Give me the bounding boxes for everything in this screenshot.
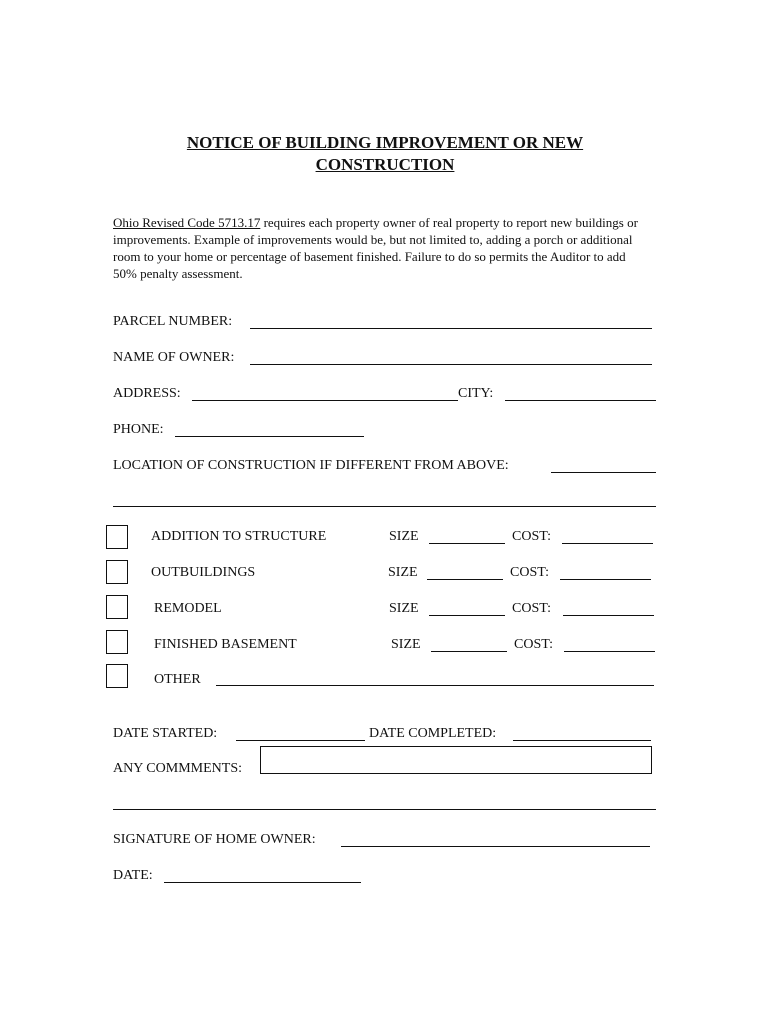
address-label: ADDRESS: bbox=[113, 386, 181, 401]
addition-checkbox[interactable] bbox=[106, 525, 128, 549]
other-field[interactable] bbox=[216, 685, 654, 686]
page-title-line-2: CONSTRUCTION bbox=[315, 155, 455, 174]
outbuildings-size-field[interactable] bbox=[427, 579, 503, 580]
outbuildings-checkbox[interactable] bbox=[106, 560, 128, 584]
signature-field[interactable] bbox=[341, 846, 650, 847]
comments-input[interactable] bbox=[260, 746, 652, 774]
addition-cost-label: COST: bbox=[512, 529, 551, 544]
remodel-cost-label: COST: bbox=[512, 601, 551, 616]
intro-paragraph bbox=[113, 214, 643, 282]
name-of-owner-field[interactable] bbox=[250, 364, 652, 365]
signature-label: SIGNATURE OF HOME OWNER: bbox=[113, 832, 316, 847]
comments-label: ANY COMMMENTS: bbox=[113, 761, 242, 776]
finished-basement-cost-field[interactable] bbox=[564, 651, 655, 652]
parcel-number-label: PARCEL NUMBER: bbox=[113, 314, 233, 329]
remodel-checkbox[interactable] bbox=[106, 595, 128, 619]
addition-size-field[interactable] bbox=[429, 543, 505, 544]
finished-basement-size-label: SIZE bbox=[391, 637, 421, 652]
location-field[interactable] bbox=[551, 472, 656, 473]
comments-line[interactable] bbox=[113, 809, 656, 810]
outbuildings-label: OUTBUILDINGS bbox=[151, 565, 256, 580]
parcel-number-field[interactable] bbox=[250, 328, 652, 329]
location-field-continued[interactable] bbox=[113, 506, 656, 507]
phone-field[interactable] bbox=[175, 436, 364, 437]
code-reference: Ohio Revised Code 5713.17 bbox=[113, 215, 261, 230]
remodel-label: REMODEL bbox=[154, 601, 222, 616]
other-checkbox[interactable] bbox=[106, 664, 128, 688]
addition-cost-field[interactable] bbox=[562, 543, 653, 544]
addition-size-label: SIZE bbox=[389, 529, 419, 544]
outbuildings-size-label: SIZE bbox=[388, 565, 418, 580]
intro-text: requires each property owner of real property to report new buildings or improvements. Example of improvements would be, but not limited to, adding a porch or additional room to your home or percentage of basement finished. Failure to do so permits the Auditor to add 50% penalty assessment. bbox=[113, 215, 638, 281]
remodel-cost-field[interactable] bbox=[563, 615, 654, 616]
name-of-owner-label: NAME OF OWNER: bbox=[113, 350, 235, 365]
date-completed-label: DATE COMPLETED: bbox=[369, 726, 497, 741]
location-label: LOCATION OF CONSTRUCTION IF DIFFERENT FROM ABOVE: bbox=[113, 458, 509, 473]
finished-basement-checkbox[interactable] bbox=[106, 630, 128, 654]
finished-basement-label: FINISHED BASEMENT bbox=[154, 637, 297, 652]
remodel-size-field[interactable] bbox=[429, 615, 505, 616]
signature-date-field[interactable] bbox=[164, 882, 361, 883]
outbuildings-cost-label: COST: bbox=[510, 565, 549, 580]
date-completed-field[interactable] bbox=[513, 740, 651, 741]
signature-date-label: DATE: bbox=[113, 868, 153, 883]
city-label: CITY: bbox=[458, 386, 494, 401]
address-field[interactable] bbox=[192, 400, 458, 401]
date-started-label: DATE STARTED: bbox=[113, 726, 218, 741]
date-started-field[interactable] bbox=[236, 740, 365, 741]
phone-label: PHONE: bbox=[113, 422, 164, 437]
remodel-size-label: SIZE bbox=[389, 601, 419, 616]
other-label: OTHER bbox=[154, 672, 201, 687]
finished-basement-cost-label: COST: bbox=[514, 637, 553, 652]
outbuildings-cost-field[interactable] bbox=[560, 579, 651, 580]
finished-basement-size-field[interactable] bbox=[431, 651, 507, 652]
city-field[interactable] bbox=[505, 400, 656, 401]
page-title-line-1: NOTICE OF BUILDING IMPROVEMENT OR NEW bbox=[186, 133, 584, 152]
addition-label: ADDITION TO STRUCTURE bbox=[151, 529, 327, 544]
